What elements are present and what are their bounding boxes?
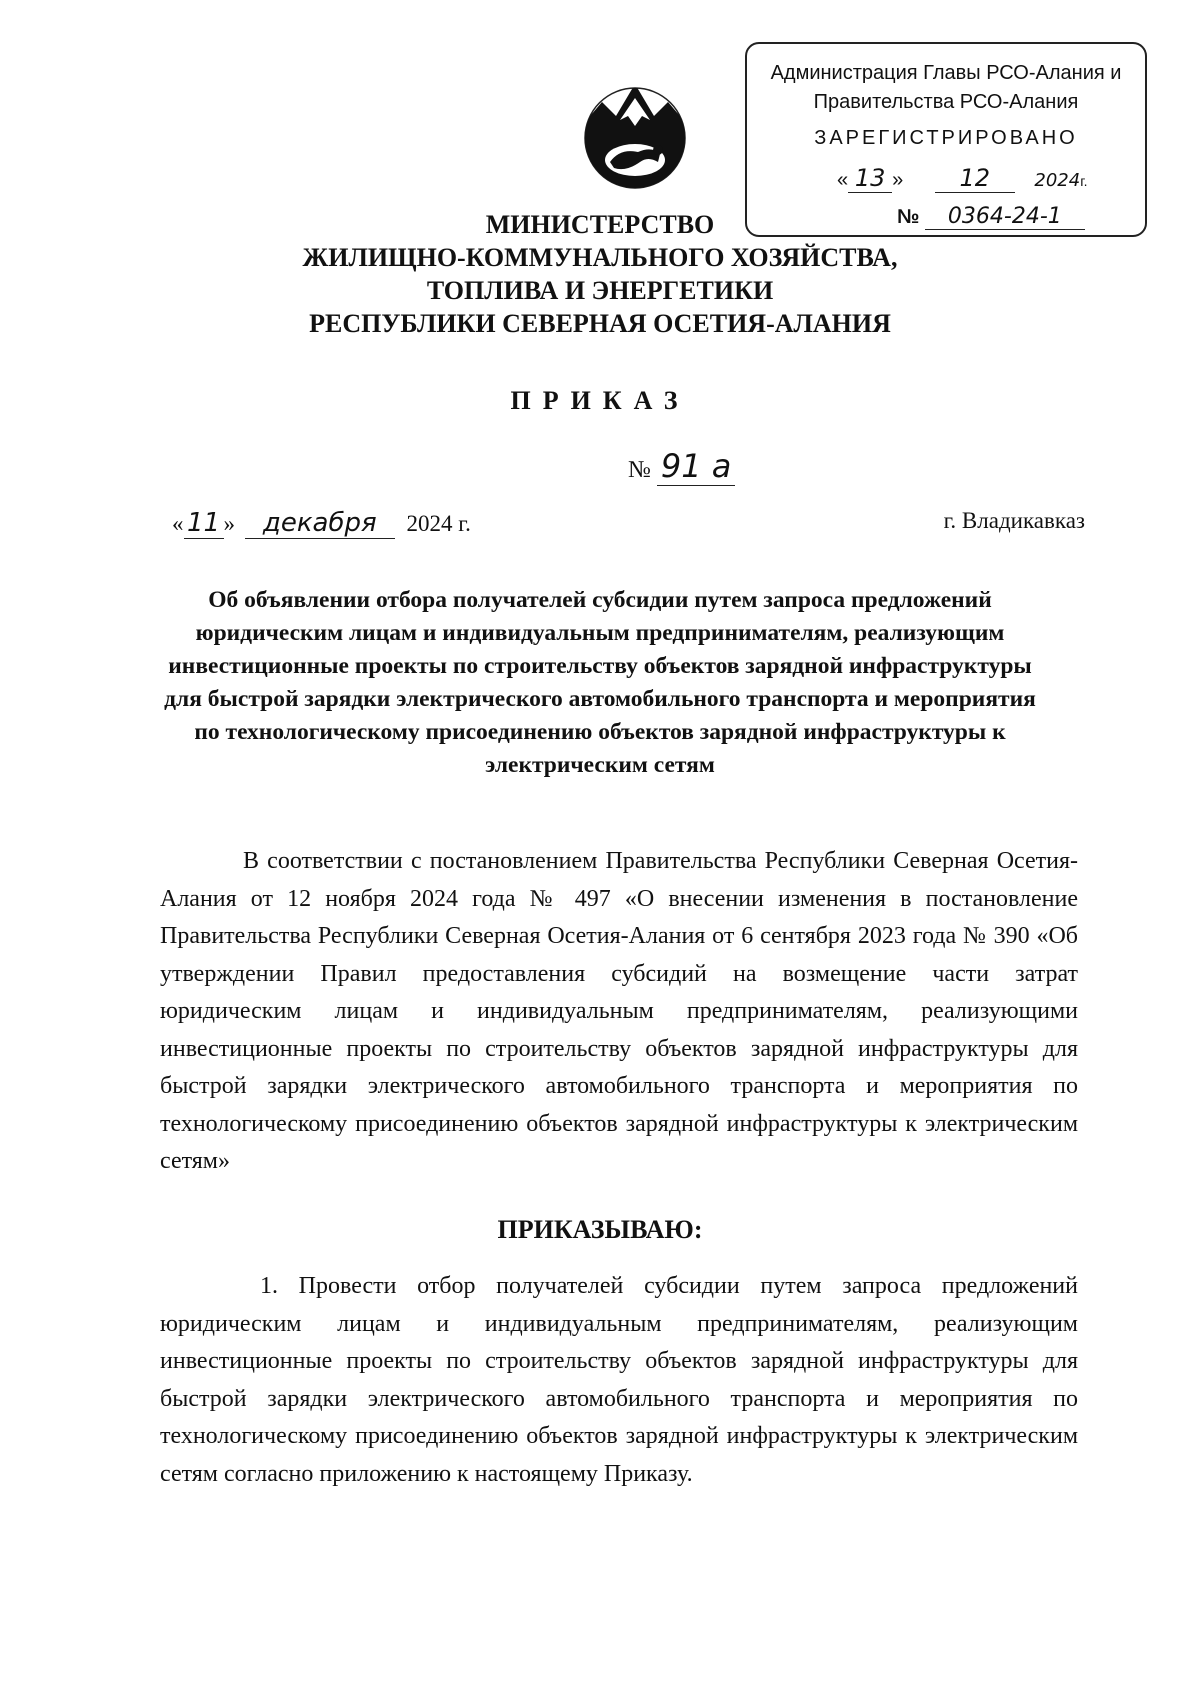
stamp-registered: ЗАРЕГИСТРИРОВАНО bbox=[814, 127, 1078, 149]
stamp-line-2: Правительства РСО-Алания bbox=[813, 91, 1079, 113]
order-date-year: 2024 г. bbox=[406, 511, 471, 536]
stamp-date-close-quote: » bbox=[892, 169, 904, 191]
stamp-date-year: 2024 bbox=[1034, 170, 1081, 191]
order-subject: Об объявлении отбора получателей субсидии путем запроса предложений юридическим лицам и индивидуальным предпринимателям, реализующим инвестиционные проекты по строительству объектов зарядной инфраструктуры для быстрой зарядки электрического автомобильного транспорта и мероприятия по технологическому присоединению объектов зарядной инфраструктуры к электрическим сетям bbox=[164, 587, 1036, 778]
stamp-date bbox=[837, 164, 1087, 193]
orders-heading: ПРИКАЗЫВАЮ: bbox=[497, 1215, 703, 1244]
order-item-1: 1. Провести отбор получателей субсидии путем запроса предложений юридическим лицам и индивидуальным предпринимателям, реализующим инвестиционные проекты по строительству объектов зарядной инфраструктуры для быстрой зарядки электрического автомобильного транспорта и мероприятия по технологическому присоединению объектов зарядной инфраструктуры к электрическим сетям согласно приложению к настоящему Приказу. bbox=[160, 1273, 1078, 1487]
order-number bbox=[628, 447, 735, 485]
document-type-title: ПРИКАЗ bbox=[510, 386, 690, 415]
order-city: г. Владикавказ bbox=[943, 508, 1085, 533]
order-date bbox=[172, 508, 471, 539]
stamp-line-1: Администрация Главы РСО-Алания и bbox=[770, 62, 1122, 84]
ministry-line-4: РЕСПУБЛИКИ СЕВЕРНАЯ ОСЕТИЯ-АЛАНИЯ bbox=[309, 309, 891, 338]
stamp-date-day: 13 bbox=[848, 164, 892, 193]
ministry-line-2: ЖИЛИЩНО-КОММУНАЛЬНОГО ХОЗЯЙСТВА, bbox=[302, 243, 898, 272]
ministry-line-3: ТОПЛИВА И ЭНЕРГЕТИКИ bbox=[426, 276, 774, 305]
stamp-date-year-suffix: г. bbox=[1080, 173, 1088, 189]
date-close-quote: » bbox=[223, 511, 235, 536]
date-open-quote: « bbox=[172, 511, 184, 536]
coat-of-arms-icon bbox=[580, 82, 690, 194]
stamp-date-open-quote: « bbox=[837, 169, 849, 191]
stamp-number-value: 0364-24-1 bbox=[925, 204, 1085, 230]
stamp-date-month: 12 bbox=[935, 164, 1015, 193]
order-date-day: 11 bbox=[184, 508, 224, 539]
order-date-month: декабря bbox=[245, 508, 395, 539]
registration-stamp bbox=[745, 42, 1147, 237]
order-number-label: № bbox=[628, 457, 651, 483]
ministry-line-1: МИНИСТЕРСТВО bbox=[485, 210, 715, 239]
order-number-value: 91 а bbox=[657, 447, 736, 486]
stamp-number-label: № bbox=[897, 206, 920, 228]
preamble-paragraph: В соответствии с постановлением Правительства Республики Северная Осетия-Алания от 12 ноября 2024 года № 497 «О внесении изменения в постановление Правительства Республики Северная Осетия-Алания от 6 сентября 2023 года № 390 «Об утверждении Правил предоставления субсидий на возмещение части затрат юридическим лицам и индивидуальным предпринимателям, реализующими инвестиционные проекты по строительству объектов зарядной инфраструктуры для быстрой зарядки электрического автомобильного транспорта и мероприятия по технологическому присоединению объектов зарядной инфраструктуры к электрическим сетям» bbox=[160, 848, 1078, 1174]
